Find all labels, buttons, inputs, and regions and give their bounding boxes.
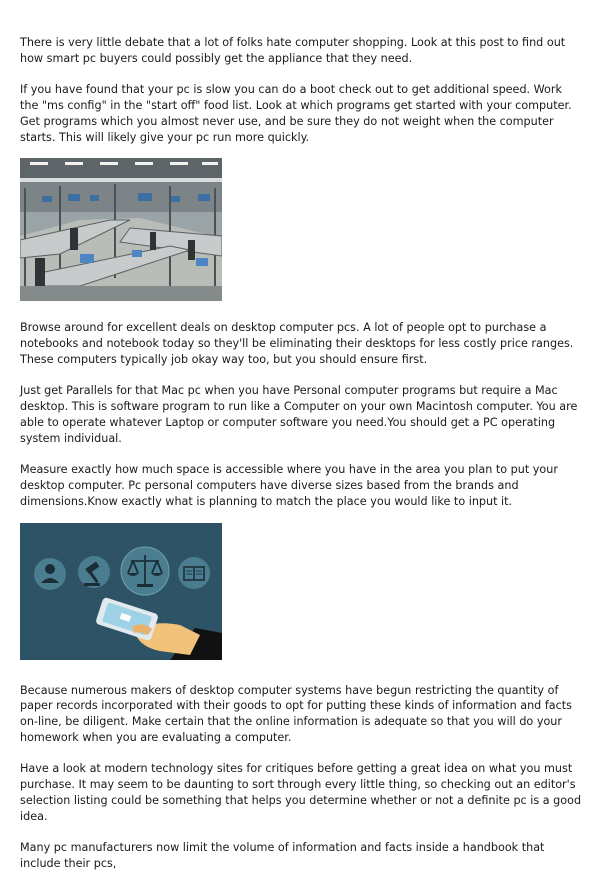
paragraph-3: Browse around for excellent deals on desktop computer pcs. A lot of people opt to purchase a notebooks and notebook today so they'll be eliminating their desktops for less costly price ranges. These computers typically job okay way too, but you should ensure first. xyxy=(20,321,574,367)
factory-floor-photo xyxy=(20,158,222,301)
paragraph-1: There is very little debate that a lot of folks hate computer shopping. Look at this post to find out how smart pc buyers could possibly get the appliance that they need. xyxy=(20,36,566,65)
article-body xyxy=(20,35,582,872)
legal-illustration xyxy=(20,523,222,660)
legal-icons-phone-illustration-icon xyxy=(20,523,222,660)
factory-floor-photo-icon xyxy=(20,158,222,301)
paragraph-6: Because numerous makers of desktop computer systems have begun restricting the quantity of paper records incorporated with their goods to opt for putting these kinds of information and facts on-line, be diligent. Make certain that the online information is adequate so that you will do your homework when you are evaluating a computer. xyxy=(20,683,572,745)
paragraph-7: Have a look at modern technology sites for critiques before getting a great idea on what you must purchase. It may seem to be daunting to sort through every little thing, so checking out an editor's selection listing could be something that helps you determine whether or not a definite pc is a good idea. xyxy=(20,762,582,823)
paragraph-5: Measure exactly how much space is accessible where you have in the area you plan to put your desktop computer. Pc personal computers have diverse sizes based from the brands and dimensions.Know exactly what is planning to match the place you would like to input it. xyxy=(20,462,558,508)
paragraph-4: Just get Parallels for that Mac pc when you have Personal computer programs but require a Mac desktop. This is software program to run like a Computer on your own Macintosh computer. You are able to operate whatever Laptop or computer software you need.You should get a PC operating system individual. xyxy=(20,384,578,445)
paragraph-2: If you have found that your pc is slow you can do a boot check out to get additional speed. Work the "ms config" in the "start off" food list. Look at which programs get started with your computer. Get programs which you almost never use, and be sure they do not weight when the computer starts. This will likely give your pc run more quickly. xyxy=(20,82,572,144)
paragraph-8: Many pc manufacturers now limit the volume of information and facts inside a handbook that include their pcs, xyxy=(20,840,545,870)
